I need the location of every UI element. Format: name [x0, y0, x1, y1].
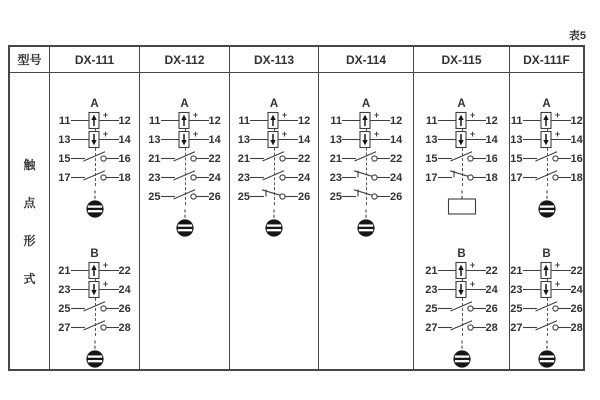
- terminal-number-left: 17: [425, 171, 438, 184]
- terminal-number-right: 16: [485, 152, 498, 165]
- coil-down-symbol-icon: [438, 130, 486, 149]
- svg-text:+: +: [469, 280, 475, 289]
- row-header-contact-form: [10, 73, 49, 369]
- contact-row: [233, 187, 315, 206]
- terminal-number-left: 17: [58, 171, 71, 184]
- svg-text:+: +: [554, 261, 560, 270]
- terminal-number-left: 15: [58, 152, 71, 165]
- cell-dx-113: [229, 73, 318, 369]
- coil-up-symbol-icon: [250, 111, 298, 130]
- terminal-number-left: 23: [237, 171, 250, 184]
- contact-group-b: [506, 247, 588, 369]
- cell-dx-111f: [509, 73, 583, 369]
- terminal-number-left: 27: [58, 321, 71, 334]
- row-header-char: 点: [23, 195, 36, 210]
- contact-group-b: [54, 247, 136, 369]
- contact-group-a: [506, 97, 588, 219]
- contact-row: [54, 168, 136, 187]
- no-symbol-icon: [250, 149, 298, 168]
- contact-row: [506, 280, 588, 299]
- terminal-number-left: 13: [425, 133, 438, 146]
- terminal-number-right: 16: [570, 152, 583, 165]
- terminal-number-right: 26: [208, 190, 221, 203]
- no-symbol-icon: [523, 149, 571, 168]
- contact-row: [144, 111, 226, 130]
- nc-symbol-icon: [342, 187, 390, 206]
- svg-text:+: +: [469, 111, 475, 120]
- contact-row: [54, 149, 136, 168]
- column-header-dx-115: DX-115: [413, 47, 509, 72]
- no-symbol-icon: [250, 168, 298, 187]
- manual-reset-button-icon: [355, 209, 377, 238]
- nc-symbol-icon: [342, 168, 390, 187]
- terminal-number-left: 11: [58, 114, 71, 127]
- coil-down-symbol-icon: [342, 130, 390, 149]
- contact-row: [325, 130, 407, 149]
- no-symbol-icon: [161, 187, 209, 206]
- manual-reset-button-icon: [451, 340, 473, 369]
- contact-row: [421, 168, 503, 187]
- svg-text:+: +: [469, 130, 475, 139]
- coil-up-symbol-icon: [342, 111, 390, 130]
- indicator-box-icon: [445, 190, 479, 215]
- group-label: B: [90, 248, 99, 260]
- terminal-number-left: 13: [329, 133, 342, 146]
- svg-text:+: +: [554, 111, 560, 120]
- contact-rows: [421, 261, 503, 337]
- terminal-number-right: 22: [390, 152, 403, 165]
- contact-group-a: [325, 97, 407, 238]
- contact-row: [233, 111, 315, 130]
- column-header-dx-112: DX-112: [139, 47, 229, 72]
- terminal-number-right: 12: [570, 114, 583, 127]
- table-body-row: [10, 73, 583, 369]
- column-header-dx-113: DX-113: [229, 47, 318, 72]
- terminal-number-left: 23: [329, 171, 342, 184]
- contact-row: [325, 149, 407, 168]
- terminal-number-left: 13: [237, 133, 250, 146]
- group-label: B: [457, 248, 466, 260]
- group-label: B: [542, 248, 551, 260]
- contact-rows: [54, 261, 136, 337]
- terminal-number-right: 24: [390, 171, 403, 184]
- group-terminator: [233, 209, 315, 238]
- terminal-number-left: 11: [425, 114, 438, 127]
- no-symbol-icon: [438, 318, 486, 337]
- terminal-number-right: 12: [118, 114, 131, 127]
- contact-row: [421, 111, 503, 130]
- coil-down-symbol-icon: [71, 130, 119, 149]
- terminal-number-right: 22: [208, 152, 221, 165]
- terminal-number-left: 11: [148, 114, 161, 127]
- svg-text:+: +: [373, 111, 380, 120]
- terminal-number-right: 14: [390, 133, 403, 146]
- terminal-number-right: 14: [298, 133, 311, 146]
- terminal-number-right: 26: [570, 302, 583, 315]
- svg-text:+: +: [102, 261, 108, 270]
- terminal-number-left: 23: [58, 283, 71, 296]
- terminal-number-left: 21: [329, 152, 342, 165]
- svg-text:+: +: [554, 280, 560, 289]
- cell-dx-114: [318, 73, 413, 369]
- terminal-number-right: 26: [118, 302, 131, 315]
- terminal-number-left: 17: [510, 171, 523, 184]
- terminal-number-left: 25: [425, 302, 438, 315]
- svg-text:+: +: [102, 111, 108, 120]
- terminal-number-left: 11: [510, 114, 523, 127]
- terminal-number-left: 13: [510, 133, 523, 146]
- contact-row: [506, 318, 588, 337]
- contact-row: [144, 187, 226, 206]
- contact-row: [506, 130, 588, 149]
- contact-row: [325, 111, 407, 130]
- contact-row: [144, 149, 226, 168]
- group-label: A: [269, 98, 279, 110]
- contact-row: [506, 168, 588, 187]
- terminal-number-right: 14: [485, 133, 498, 146]
- coil-up-symbol-icon: [71, 261, 119, 280]
- contact-rows: [421, 111, 503, 187]
- group-label: A: [180, 98, 189, 110]
- terminal-number-left: 21: [237, 152, 250, 165]
- table-header-row: [10, 47, 583, 73]
- coil-down-symbol-icon: [71, 280, 119, 299]
- contact-row: [54, 280, 136, 299]
- terminal-number-right: 28: [570, 321, 583, 334]
- terminal-number-right: 18: [485, 171, 498, 184]
- group-label: A: [90, 98, 99, 110]
- terminal-number-right: 22: [485, 264, 498, 277]
- contact-row: [421, 318, 503, 337]
- manual-reset-button-icon: [536, 190, 558, 219]
- nc-symbol-icon: [250, 187, 298, 206]
- contact-group-a: [54, 97, 136, 219]
- contact-row: [54, 130, 136, 149]
- terminal-number-right: 12: [485, 114, 498, 127]
- column-header-model: 型号: [17, 53, 42, 67]
- contact-row: [54, 299, 136, 318]
- coil-up-symbol-icon: [71, 111, 119, 130]
- terminal-number-left: 25: [237, 190, 250, 203]
- terminal-number-right: 16: [118, 152, 131, 165]
- terminal-number-left: 11: [330, 114, 342, 127]
- terminal-number-right: 12: [390, 114, 403, 127]
- svg-text:+: +: [554, 130, 560, 139]
- contact-row: [54, 318, 136, 337]
- group-label: A: [457, 98, 466, 110]
- terminal-number-right: 12: [208, 114, 221, 127]
- terminal-number-left: 23: [510, 283, 523, 296]
- no-symbol-icon: [161, 149, 209, 168]
- no-symbol-icon: [438, 299, 486, 318]
- contact-rows: [506, 261, 588, 337]
- contact-group-b: [421, 247, 503, 369]
- group-terminator: [144, 209, 226, 238]
- terminal-number-left: 13: [148, 133, 161, 146]
- terminal-number-left: 25: [329, 190, 342, 203]
- terminal-number-left: 21: [425, 264, 438, 277]
- svg-text:+: +: [281, 111, 288, 120]
- column-header-dx-114: DX-114: [318, 47, 413, 72]
- coil-up-symbol-icon: [438, 261, 486, 280]
- terminal-number-right: 18: [118, 171, 131, 184]
- column-header-dx-111: DX-111: [49, 47, 139, 72]
- contact-rows: [506, 111, 588, 187]
- contact-row: [325, 187, 407, 206]
- no-symbol-icon: [523, 168, 571, 187]
- no-symbol-icon: [71, 318, 119, 337]
- group-terminator: [506, 340, 588, 369]
- terminal-number-left: 15: [510, 152, 523, 165]
- terminal-number-left: 27: [510, 321, 523, 334]
- no-symbol-icon: [438, 149, 486, 168]
- terminal-number-right: 24: [208, 171, 221, 184]
- contact-row: [144, 168, 226, 187]
- contact-group-a: [144, 97, 226, 238]
- svg-text:+: +: [373, 130, 380, 139]
- terminal-number-right: 24: [570, 283, 583, 296]
- contact-row: [421, 130, 503, 149]
- terminal-number-left: 25: [58, 302, 71, 315]
- terminal-number-right: 24: [118, 283, 131, 296]
- contact-row: [233, 168, 315, 187]
- manual-reset-button-icon: [84, 190, 106, 219]
- manual-reset-button-icon: [263, 209, 285, 238]
- group-terminator: [421, 340, 503, 369]
- contact-row: [421, 261, 503, 280]
- svg-text:+: +: [102, 130, 108, 139]
- contact-rows: [54, 111, 136, 187]
- contact-row: [506, 261, 588, 280]
- contact-rows: [325, 111, 407, 206]
- no-symbol-icon: [71, 299, 119, 318]
- coil-up-symbol-icon: [438, 111, 486, 130]
- coil-up-symbol-icon: [523, 261, 571, 280]
- terminal-number-right: 22: [118, 264, 131, 277]
- terminal-number-right: 22: [298, 152, 311, 165]
- terminal-number-left: 21: [148, 152, 161, 165]
- group-terminator: [506, 190, 588, 219]
- terminal-number-right: 18: [570, 171, 583, 184]
- terminal-number-right: 28: [485, 321, 498, 334]
- contact-row: [233, 149, 315, 168]
- coil-down-symbol-icon: [438, 280, 486, 299]
- group-label: A: [361, 98, 371, 110]
- contact-row: [506, 149, 588, 168]
- group-label: A: [542, 98, 551, 110]
- coil-down-symbol-icon: [161, 130, 209, 149]
- contact-rows: [233, 111, 315, 206]
- contact-row: [54, 111, 136, 130]
- table-caption: 表5: [568, 30, 586, 42]
- manual-reset-button-icon: [174, 209, 196, 238]
- terminal-number-left: 23: [425, 283, 438, 296]
- no-symbol-icon: [161, 168, 209, 187]
- no-symbol-icon: [342, 149, 390, 168]
- terminal-number-right: 24: [298, 171, 311, 184]
- terminal-number-right: 26: [298, 190, 311, 203]
- cell-dx-112: [139, 73, 229, 369]
- group-terminator: [54, 190, 136, 219]
- coil-down-symbol-icon: [523, 130, 571, 149]
- row-header-char: 形: [23, 233, 36, 248]
- terminal-number-left: 21: [510, 264, 523, 277]
- contact-row: [421, 280, 503, 299]
- terminal-number-right: 12: [298, 114, 311, 127]
- cell-dx-111: [49, 73, 139, 369]
- row-header-char: 触: [23, 157, 36, 172]
- terminal-number-right: 24: [485, 283, 498, 296]
- terminal-number-right: 28: [118, 321, 131, 334]
- coil-down-symbol-icon: [250, 130, 298, 149]
- terminal-number-left: 25: [148, 190, 161, 203]
- svg-text:+: +: [102, 280, 108, 289]
- contact-row: [233, 130, 315, 149]
- terminal-number-right: 26: [485, 302, 498, 315]
- svg-text:+: +: [192, 111, 198, 120]
- terminal-number-left: 15: [425, 152, 438, 165]
- relay-contact-table: [8, 45, 585, 371]
- group-terminator: [325, 209, 407, 238]
- terminal-number-right: 14: [570, 133, 583, 146]
- svg-text:+: +: [192, 130, 198, 139]
- no-symbol-icon: [71, 149, 119, 168]
- terminal-number-left: 25: [510, 302, 523, 315]
- terminal-number-left: 23: [148, 171, 161, 184]
- terminal-number-right: 22: [570, 264, 583, 277]
- contact-row: [421, 299, 503, 318]
- group-terminator: [421, 190, 503, 215]
- coil-down-symbol-icon: [523, 280, 571, 299]
- manual-reset-button-icon: [536, 340, 558, 369]
- nc-symbol-icon: [438, 168, 486, 187]
- manual-reset-button-icon: [84, 340, 106, 369]
- terminal-number-right: 14: [208, 133, 221, 146]
- group-terminator: [54, 340, 136, 369]
- terminal-number-left: 21: [58, 264, 71, 277]
- contact-row: [421, 149, 503, 168]
- contact-row: [325, 168, 407, 187]
- contact-group-a: [421, 97, 503, 215]
- coil-up-symbol-icon: [523, 111, 571, 130]
- no-symbol-icon: [523, 318, 571, 337]
- contact-row: [54, 261, 136, 280]
- contact-rows: [144, 111, 226, 206]
- cell-dx-115: [413, 73, 509, 369]
- no-symbol-icon: [523, 299, 571, 318]
- contact-row: [506, 111, 588, 130]
- terminal-number-left: 11: [238, 114, 250, 127]
- terminal-number-right: 26: [390, 190, 403, 203]
- column-header-dx-111f: DX-111F: [509, 47, 583, 72]
- terminal-number-left: 13: [58, 133, 71, 146]
- svg-text:+: +: [281, 130, 288, 139]
- row-header-char: 式: [23, 271, 36, 286]
- coil-up-symbol-icon: [161, 111, 209, 130]
- terminal-number-left: 27: [425, 321, 438, 334]
- contact-row: [144, 130, 226, 149]
- svg-text:+: +: [469, 261, 475, 270]
- no-symbol-icon: [71, 168, 119, 187]
- contact-row: [506, 299, 588, 318]
- terminal-number-right: 14: [118, 133, 131, 146]
- contact-group-a: [233, 97, 315, 238]
